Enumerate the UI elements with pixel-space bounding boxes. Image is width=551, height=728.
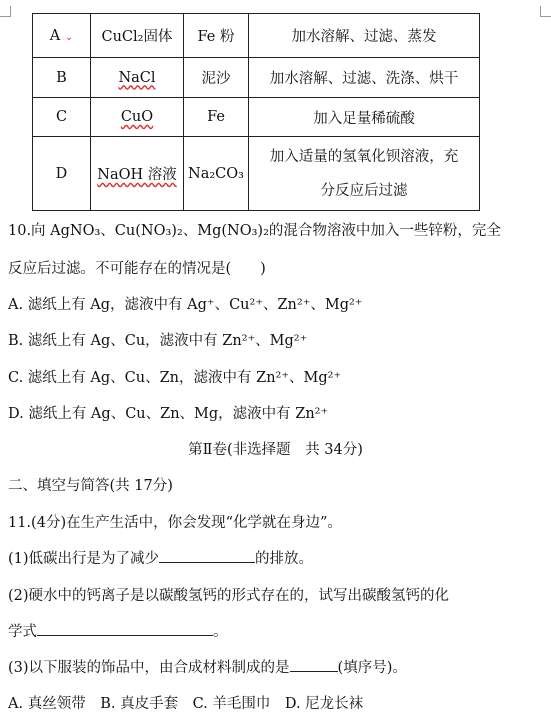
substance-cell: NaOH 溶液 [97,167,177,183]
q10-option-c: C. 滤纸上有 Ag、Cu、Zn，滤液中有 Zn²⁺、Mg²⁺ [8,370,342,386]
row-label: D [33,137,91,211]
method-line-1: 加入适量的氢氧化钡溶液，充 [269,148,459,165]
options-table [32,13,480,211]
impurity-cell: 泥沙 [184,58,249,98]
q10-option-b: B. 滤纸上有 Ag、Cu，滤液中有 Zn²⁺、Mg²⁺ [8,333,308,349]
method-cell: 加入足量稀硫酸 [249,98,480,137]
part-heading: 二、填空与简答(共 17分) [8,478,173,494]
impurity-cell: Na₂CO₃ [184,137,249,211]
q10-option-a: A. 滤纸上有 Ag，滤液中有 Ag⁺、Cu²⁺、Zn²⁺、Mg²⁺ [8,297,363,313]
substance-cell: CuCl₂固体 [91,14,184,58]
table-row [33,58,480,98]
row-label: C [33,98,91,137]
substance-cell: CuO [120,109,154,125]
table-row [33,14,480,58]
corner-mark-left [0,6,11,17]
impurity-cell: Fe [184,98,249,137]
answer-blank [159,548,255,563]
red-mark-icon: ⌄ [64,31,74,43]
substance-cell: NaCl [118,69,156,86]
method-cell [249,137,480,211]
method-cell: 加水溶解、过滤、洗涤、烘干 [249,58,480,98]
method-line-2: 分反应后过滤 [320,182,408,199]
q11-sub2-line-2: 学式 。 [8,620,228,641]
q11-sub1: (1)低碳出行是为了减少 的排放。 [8,547,313,568]
answer-blank [37,621,213,636]
answer-blank [290,657,338,672]
q11-sub3: (3)以下服装的饰品中，由合成材料制成的是 (填序号)。 [8,656,407,677]
corner-mark-right [540,6,551,17]
method-cell: 加水溶解、过滤、蒸发 [249,14,480,58]
table-row [33,98,480,137]
q11-options: A. 真丝领带 B. 真皮手套 C. 羊毛围巾 D. 尼龙长袜 [8,696,364,712]
table-row [33,137,480,211]
impurity-cell: Fe 粉 [184,14,249,58]
q11-sub2-line-1: (2)硬水中的钙离子是以碳酸氢钙的形式存在的，试写出碳酸氢钙的化 [8,588,450,604]
row-label: A [49,27,61,44]
q10-stem-line-2: 反应后过滤。不可能存在的情况是( ) [8,261,266,277]
section-title: 第Ⅱ卷(非选择题 共 34分) [188,442,363,458]
q10-option-d: D. 滤纸上有 Ag、Cu、Zn、Mg，滤液中有 Zn²⁺ [8,406,329,422]
row-label: B [33,58,91,98]
q10-stem-line-1: 10.向 AgNO₃、Cu(NO₃)₂、Mg(NO₃)₂的混合物溶液中加入一些锌粉，完全 [8,223,501,239]
q11-stem: 11.(4分)在生产生活中，你会发现“化学就在身边”。 [8,515,342,531]
